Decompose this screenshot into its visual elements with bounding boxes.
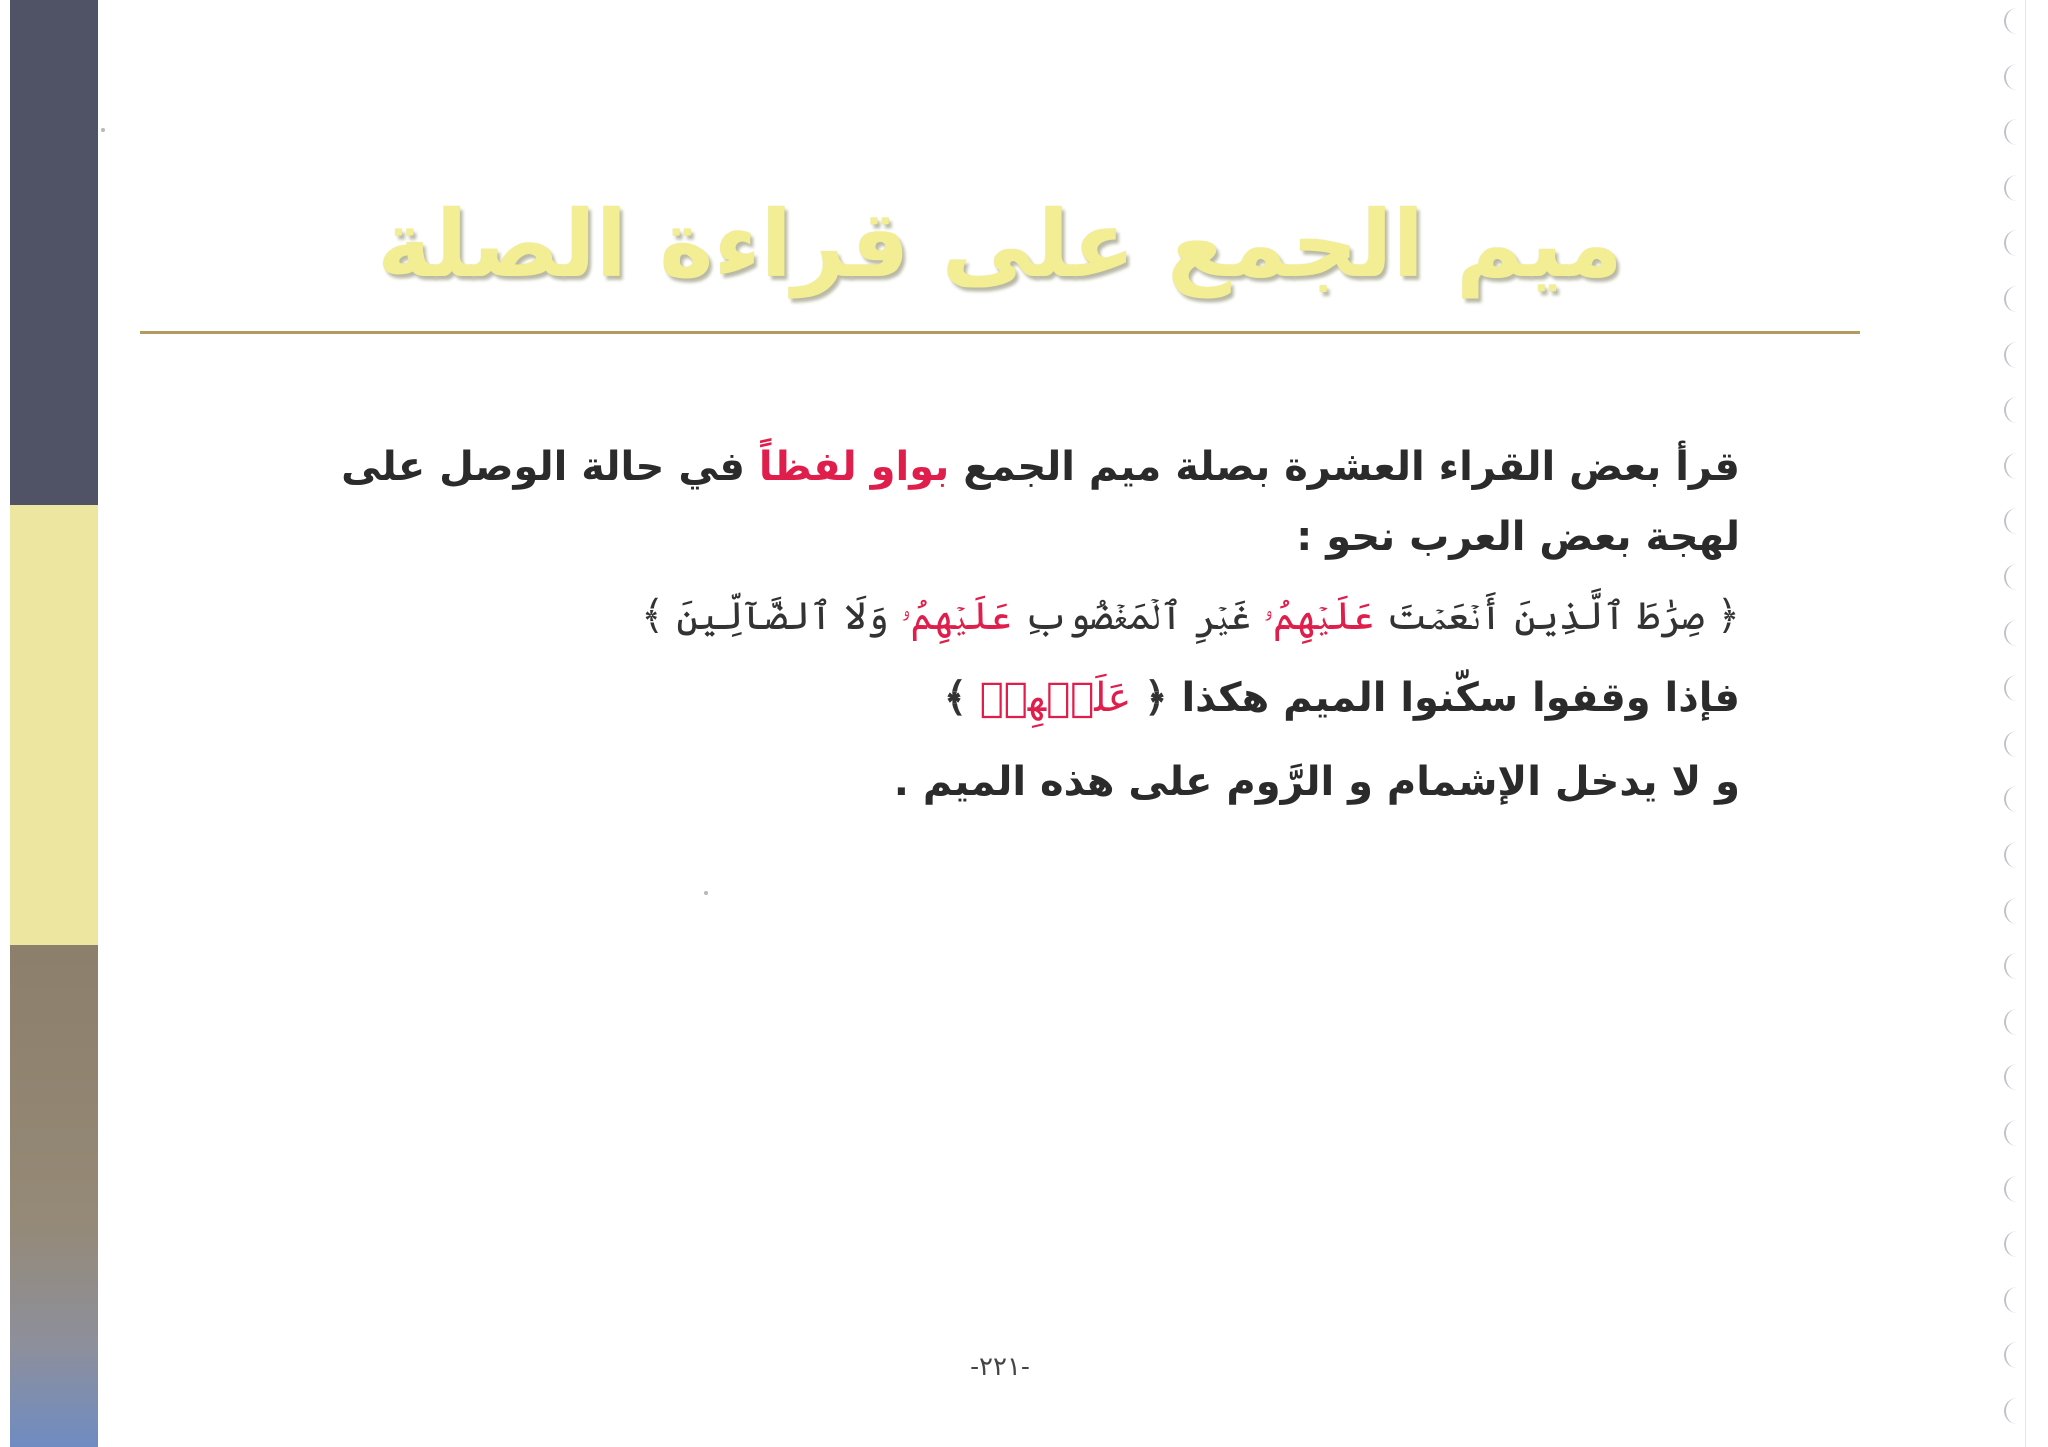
verse-part-3: وَلَا ٱلضَّآلِّينَ [664,594,901,638]
binding-hole [2004,620,2020,646]
binding-hole [2004,731,2020,757]
verse-highlight-2: عَلَيۡهِمُۥ [900,594,1012,638]
verse-highlight-1: عَلَيۡهِمُۥ [1263,594,1375,638]
page-title: ميم الجمع على قراءة الصلة [377,191,1623,298]
binding-hole [2004,175,2020,201]
verse-part-1: صِرَٰطَ ٱلَّذِينَ أَنۡعَمۡتَ [1374,594,1717,638]
highlight-lafzan: لفظاً [758,444,857,490]
paragraph-stop [330,658,1740,738]
speck-mark [704,891,708,895]
sidebar-segment-brown [10,945,98,1447]
binding-hole [2004,842,2020,868]
stop-text: فإذا وقفوا سكّنوا الميم هكذا [1167,675,1740,721]
binding-hole [2004,119,2020,145]
binding-hole [2004,286,2020,312]
binding-hole [2004,230,2020,256]
speck-mark [101,128,105,132]
binding-hole [2004,953,2020,979]
verse-close-bracket: ﴾ [640,593,665,639]
binding-hole [2004,1398,2020,1424]
binding-holes [1978,0,2048,1447]
binding-hole [2004,1342,2020,1368]
body-text [330,432,1740,822]
binding-hole [2004,8,2020,34]
sidebar-segment-dark [10,0,98,505]
binding-hole [2004,1120,2020,1146]
binding-hole [2004,1231,2020,1257]
verse-part-2: غَيۡرِ ٱلۡمَغۡضُوبِ [1011,594,1264,638]
color-sidebar [10,0,98,1447]
binding-hole [2004,564,2020,590]
binding-hole [2004,453,2020,479]
paragraph-rule: و لا يدخل الإشمام و الرَّوم على هذه الميم . [893,759,1740,805]
binding-edge-line [2025,0,2026,1447]
sidebar-segment-yellow [10,505,98,945]
intro-text-start: قرأ بعض القراء العشرة بصلة ميم الجمع [949,444,1740,490]
paragraph-intro [330,432,1740,572]
binding-hole [2004,397,2020,423]
binding-hole [2004,1064,2020,1090]
binding-hole [2004,342,2020,368]
stop-highlight: عَلَيۡهِمۡ [967,675,1145,721]
binding-hole [2004,508,2020,534]
stop-open-bracket: ﴿ [1144,675,1168,721]
verse-open-bracket: ﴿ [1716,593,1740,639]
stop-close-bracket: ﴾ [943,675,968,721]
binding-hole [2004,1287,2020,1313]
binding-hole [2004,786,2020,812]
highlight-waw: بواو [870,444,950,490]
binding-hole [2004,675,2020,701]
binding-hole [2004,898,2020,924]
binding-hole [2004,1176,2020,1202]
binding-hole [2004,1009,2020,1035]
intro-text-end: في حالة الوصل على لهجة بعض العرب نحو : [341,444,1740,560]
title-divider [140,331,1860,334]
binding-hole [2004,64,2020,90]
quran-verse [330,578,1740,654]
page-number: -٢٢١- [970,1352,1030,1382]
